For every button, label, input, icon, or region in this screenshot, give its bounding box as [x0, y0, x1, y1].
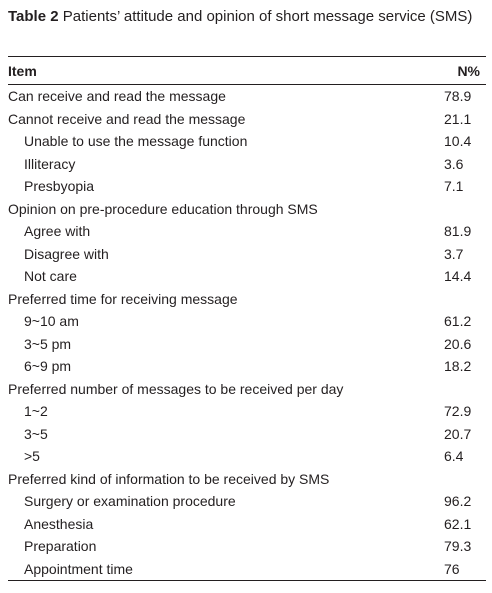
row-value: 61.2	[444, 313, 472, 330]
table-row	[8, 558, 486, 581]
table-row	[8, 333, 486, 356]
row-value: 10.4	[444, 133, 472, 150]
table-row	[8, 378, 486, 401]
row-value: 81.9	[444, 223, 472, 240]
row-value: 62.1	[444, 515, 472, 532]
table-row	[8, 108, 486, 131]
table-row	[8, 198, 486, 221]
table-row	[8, 513, 486, 536]
row-value: 21.1	[444, 110, 472, 127]
data-table	[8, 56, 486, 581]
row-label: >5	[24, 448, 40, 465]
table-title: Patients’ attitude and opinion of short message service (SMS)	[62, 8, 473, 25]
row-label: Illiteracy	[24, 155, 76, 172]
table-row	[8, 423, 486, 446]
row-label: 3~5	[24, 425, 48, 442]
row-value: 78.9	[444, 88, 472, 105]
table-row	[8, 220, 486, 243]
table-row	[8, 288, 486, 311]
table-caption	[8, 6, 488, 27]
row-value: 76	[444, 560, 460, 577]
row-label: Preferred number of messages to be received per day	[8, 380, 344, 397]
table-row	[8, 153, 486, 176]
row-label: Can receive and read the message	[8, 88, 226, 105]
row-label: 6~9 pm	[24, 358, 72, 375]
row-value: 20.6	[444, 335, 472, 352]
row-label: Disagree with	[24, 245, 109, 262]
row-label: Agree with	[24, 223, 91, 240]
table-row	[8, 535, 486, 558]
row-label: Preparation	[24, 538, 97, 555]
table-row	[8, 310, 486, 333]
table-row	[8, 85, 486, 108]
table-row	[8, 445, 486, 468]
row-label: Cannot receive and read the message	[8, 110, 246, 127]
table-label: Table 2	[8, 8, 59, 25]
row-value: 3.6	[444, 155, 464, 172]
row-label: 3~5 pm	[24, 335, 72, 352]
table-body	[8, 85, 486, 580]
row-label: Preferred time for receiving message	[8, 290, 238, 307]
row-label: Surgery or examination procedure	[24, 493, 236, 510]
table-row	[8, 355, 486, 378]
row-value: 79.3	[444, 538, 472, 555]
row-label: Presbyopia	[24, 178, 95, 195]
table-row	[8, 265, 486, 288]
table-row	[8, 175, 486, 198]
row-label: 9~10 am	[24, 313, 79, 330]
row-value: 96.2	[444, 493, 472, 510]
row-label: Unable to use the message function	[24, 133, 248, 150]
row-label: 1~2	[24, 403, 48, 420]
row-label: Opinion on pre-procedure education through SMS	[8, 200, 318, 217]
row-value: 18.2	[444, 358, 472, 375]
table-row	[8, 400, 486, 423]
row-value: 7.1	[444, 178, 464, 195]
row-value: 3.7	[444, 245, 464, 262]
column-header-item: Item	[8, 62, 37, 79]
row-value: 20.7	[444, 425, 472, 442]
table-row	[8, 243, 486, 266]
column-header-percent: N%	[457, 62, 480, 79]
row-label: Preferred kind of information to be received by SMS	[8, 470, 330, 487]
row-label: Anesthesia	[24, 515, 94, 532]
table-row	[8, 468, 486, 491]
row-label: Not care	[24, 268, 77, 285]
table-row	[8, 130, 486, 153]
row-label: Appointment time	[24, 560, 133, 577]
row-value: 14.4	[444, 268, 472, 285]
table-header	[8, 57, 486, 85]
table-row	[8, 490, 486, 513]
row-value: 6.4	[444, 448, 464, 465]
row-value: 72.9	[444, 403, 472, 420]
